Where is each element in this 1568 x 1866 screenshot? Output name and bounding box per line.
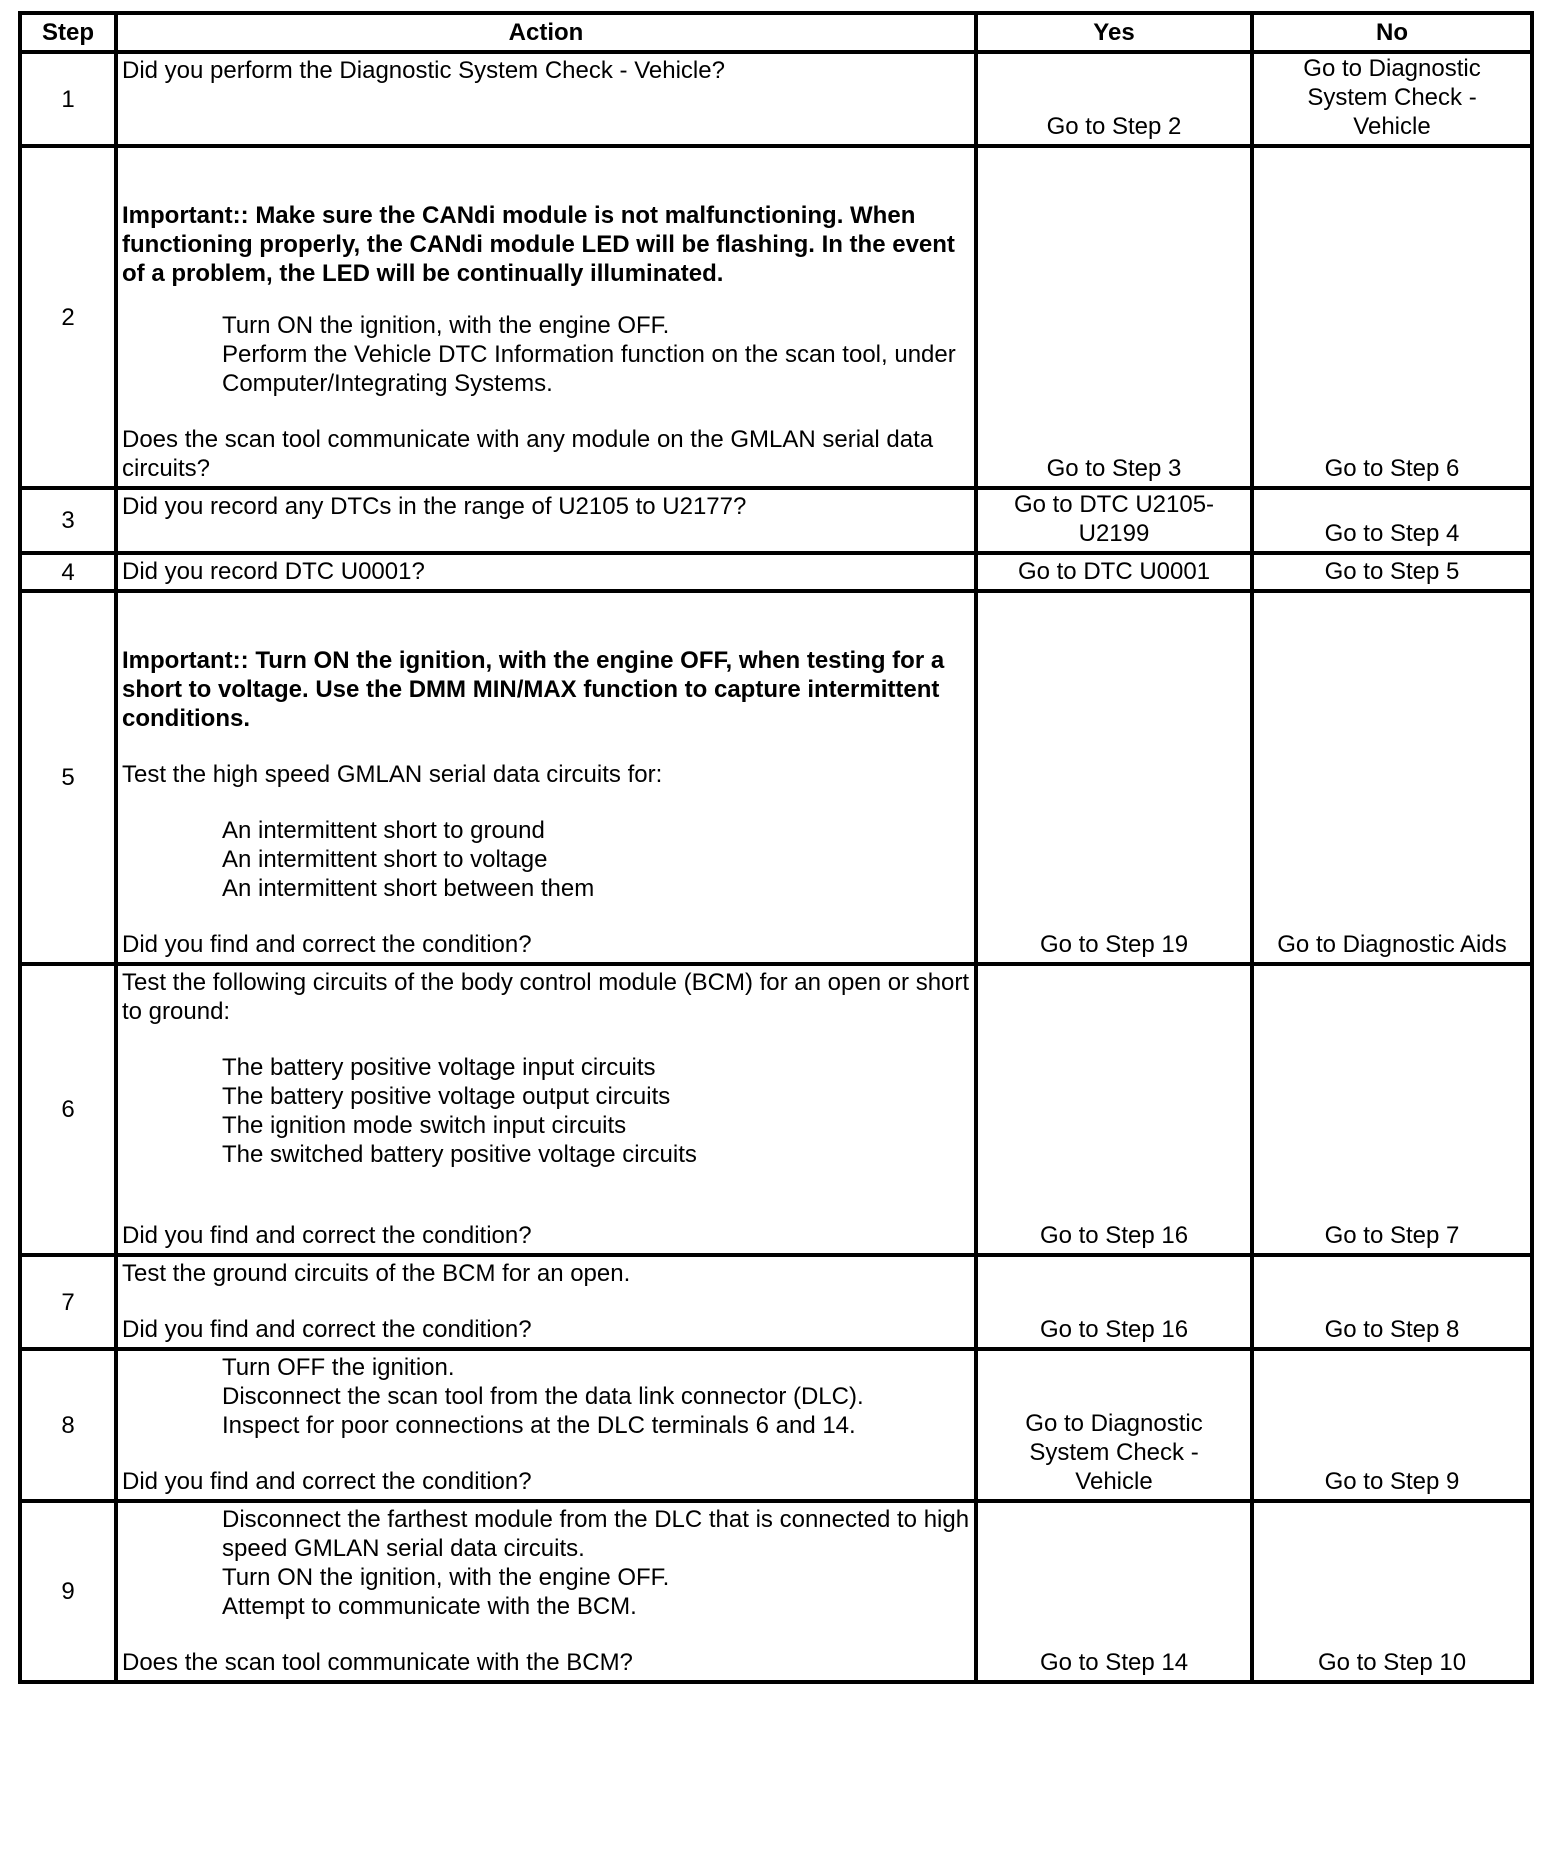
yes-cell: Go to Step 16: [976, 964, 1252, 1255]
list-item: Inspect for poor connections at the DLC terminals 6 and 14.: [222, 1412, 856, 1439]
diagnostic-table: [18, 11, 1534, 1684]
no-cell: Go to Diagnostic System Check - Vehicle: [1252, 52, 1532, 146]
no-cell: Go to Step 9: [1252, 1349, 1532, 1501]
yes-cell: Go to DTC U0001: [976, 553, 1252, 591]
list-item: Attempt to communicate with the BCM.: [222, 1593, 637, 1620]
header-step: Step: [20, 13, 116, 52]
list-item: Disconnect the scan tool from the data link connector (DLC).: [222, 1383, 864, 1410]
yes-cell: Go to Step 14: [976, 1501, 1252, 1682]
step-number: 6: [20, 964, 116, 1255]
list-item: The switched battery positive voltage circuits: [222, 1141, 697, 1168]
no-cell: Go to Step 4: [1252, 488, 1532, 553]
table-row: [20, 146, 1532, 488]
question: Does the scan tool communicate with any module on the GMLAN serial data circuits?: [122, 426, 934, 482]
yes-cell: Go to Step 2: [976, 52, 1252, 146]
intro-text: Test the following circuits of the body control module (BCM) for an open or short to ground:: [122, 969, 970, 1025]
question: Did you find and correct the condition?: [122, 931, 532, 958]
action-cell: [116, 1255, 976, 1349]
table-row: [20, 553, 1532, 591]
table-row: [20, 964, 1532, 1255]
step-number: 5: [20, 591, 116, 964]
list-item: An intermittent short to ground: [222, 817, 545, 844]
list-item: Perform the Vehicle DTC Information function on the scan tool, under Computer/Integrating Systems.: [222, 341, 956, 397]
table-row: [20, 488, 1532, 553]
yes-cell: Go to Step 16: [976, 1255, 1252, 1349]
header-no: No: [1252, 13, 1532, 52]
intro-text: Test the high speed GMLAN serial data circuits for:: [122, 761, 663, 788]
step-number: 1: [20, 52, 116, 146]
important-note: Important:: Turn ON the ignition, with the engine OFF, when testing for a short to voltage. Use the DMM MIN/MAX function to capture intermittent conditions.: [122, 647, 945, 732]
action-cell: [116, 52, 976, 146]
action-cell: [116, 488, 976, 553]
no-cell: Go to Step 7: [1252, 964, 1532, 1255]
list-item: Turn OFF the ignition.: [222, 1354, 455, 1381]
table-row: [20, 591, 1532, 964]
table-row: [20, 1349, 1532, 1501]
list-item: An intermittent short to voltage: [222, 846, 548, 873]
list-item: The ignition mode switch input circuits: [222, 1112, 627, 1139]
yes-cell: Go to DTC U2105-U2199: [976, 488, 1252, 553]
table-row: [20, 1501, 1532, 1682]
action-cell: [116, 553, 976, 591]
yes-cell: Go to Step 19: [976, 591, 1252, 964]
list-item: The battery positive voltage output circuits: [222, 1083, 671, 1110]
question: Did you perform the Diagnostic System Check - Vehicle?: [122, 57, 725, 84]
header-yes: Yes: [976, 13, 1252, 52]
table-row: [20, 1255, 1532, 1349]
action-cell: [116, 146, 976, 488]
action-cell: [116, 1501, 976, 1682]
yes-cell: Go to Diagnostic System Check - Vehicle: [976, 1349, 1252, 1501]
list-item: Turn ON the ignition, with the engine OFF.: [222, 1564, 670, 1591]
important-note: Important:: Make sure the CANdi module is not malfunctioning. When functioning properly, the CANdi module LED will be flashing. In the event of a problem, the LED will be continually illuminated.: [122, 202, 955, 287]
table-row: [20, 52, 1532, 146]
no-cell: Go to Diagnostic Aids: [1252, 591, 1532, 964]
step-number: 2: [20, 146, 116, 488]
question: Did you find and correct the condition?: [122, 1316, 532, 1343]
question: Does the scan tool communicate with the BCM?: [122, 1649, 633, 1676]
question: Did you find and correct the condition?: [122, 1468, 532, 1495]
list-item: An intermittent short between them: [222, 875, 595, 902]
no-cell: Go to Step 8: [1252, 1255, 1532, 1349]
list-item: Turn ON the ignition, with the engine OFF.: [222, 312, 670, 339]
step-number: 4: [20, 553, 116, 591]
question: Did you record any DTCs in the range of U2105 to U2177?: [122, 493, 747, 520]
yes-cell: Go to Step 3: [976, 146, 1252, 488]
list-item: Disconnect the farthest module from the DLC that is connected to high speed GMLAN serial data circuits.: [222, 1506, 970, 1562]
question: Did you find and correct the condition?: [122, 1222, 532, 1249]
no-cell: Go to Step 5: [1252, 553, 1532, 591]
action-cell: [116, 964, 976, 1255]
step-number: 9: [20, 1501, 116, 1682]
step-number: 7: [20, 1255, 116, 1349]
step-number: 3: [20, 488, 116, 553]
header-row: [20, 13, 1532, 52]
action-cell: [116, 1349, 976, 1501]
no-cell: Go to Step 6: [1252, 146, 1532, 488]
intro-text: Test the ground circuits of the BCM for an open.: [122, 1260, 631, 1287]
step-number: 8: [20, 1349, 116, 1501]
no-cell: Go to Step 10: [1252, 1501, 1532, 1682]
action-cell: [116, 591, 976, 964]
question: Did you record DTC U0001?: [122, 558, 425, 585]
header-action: Action: [116, 13, 976, 52]
list-item: The battery positive voltage input circuits: [222, 1054, 656, 1081]
